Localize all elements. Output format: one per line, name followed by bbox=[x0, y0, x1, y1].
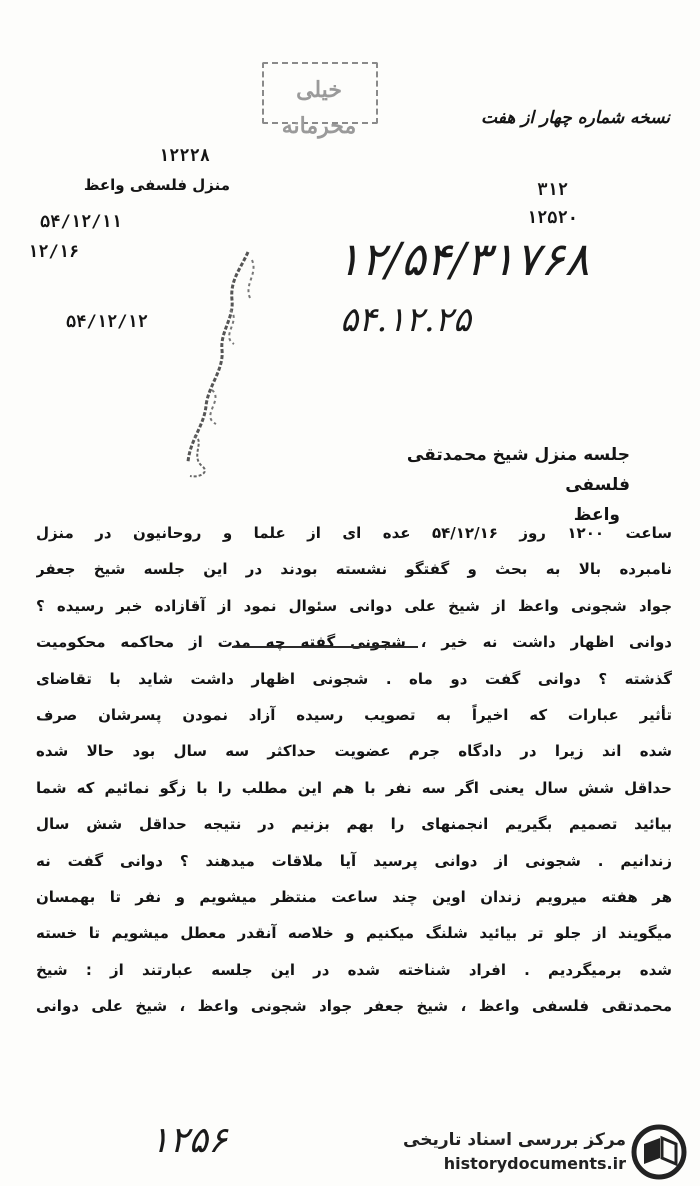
body-line: تأثیر عبارات که اخیراً به تصویب رسیده آزاد نمودن پسرشان صرف bbox=[36, 705, 672, 724]
report-title-line-2: واعظ bbox=[573, 505, 620, 525]
body-line: جواد شجونی واعظ از شیخ علی دوانی سئوال نمود از آقازاده خبر رسیده ؟ bbox=[36, 596, 672, 615]
body-line: زندانیم . شجونی از دوانی پرسید آیا ملاقات میدهند ؟ دوانی گفت نه bbox=[36, 851, 672, 870]
handwritten-page-number: ۱۲۵۶ bbox=[150, 1120, 228, 1161]
body-line: شده برمیگردیم . افراد شناخته شده در این جلسه عبارتند از : شیخ bbox=[36, 960, 672, 979]
classification-stamp-text: خیلی محرمانه bbox=[281, 77, 357, 139]
body-line: هر هفته میرویم زندان اوین چند ساعت منتظر میشویم و نفر تا بهمسان bbox=[36, 887, 672, 906]
report-body bbox=[36, 515, 672, 1024]
body-line: محمدتقی فلسفی واعظ ، شیخ جعفر جواد شجونی واعظ ، شیخ علی دوانی bbox=[36, 997, 672, 1016]
date-line-3: ۵۴/۱۲/۱۲ bbox=[66, 312, 148, 332]
date-line-2: ۱۲/۱۶ bbox=[28, 242, 80, 262]
body-line: دوانی اظهار داشت نه خیر ، شجونی گفته چه مدت از محاکمه محکومیت bbox=[36, 633, 672, 652]
report-title-line-1: جلسه منزل شیخ محمدتقی فلسفی bbox=[406, 445, 630, 495]
body-line: میگویند از جلو تر بیائید شلنگ میکنیم و خلاصه آنقدر معطل میشویم تا خسته bbox=[36, 924, 672, 943]
date-line-1: ۵۴/۱۲/۱۱ bbox=[40, 212, 122, 232]
watermark-archive-name: مرکز بررسی اسناد تاریخی bbox=[403, 1130, 626, 1150]
code-number-2: ۱۲۵۲۰ bbox=[526, 208, 578, 228]
body-line: گذشته ؟ دوانی گفت دو ماه . شجونی اظهار داشت شاید با تقاضای bbox=[36, 669, 672, 688]
body-line: نامبرده بالا به بحث و گفتگو نشسته بودند در این جلسه شیخ جعفر bbox=[36, 560, 672, 579]
handwritten-underline bbox=[232, 646, 418, 648]
body-line: حداقل شش سال یعنی اگر سه نفر با هم این مطلب را با زگو نمائیم که شما bbox=[36, 778, 672, 797]
body-line: ساعت ۱۲۰۰ روز ۵۴/۱۲/۱۶ عده ای از علما و روحانیون در منزل bbox=[36, 524, 672, 542]
archive-logo-icon bbox=[630, 1124, 688, 1180]
copy-number-note: نسخه شماره چهار از هفت bbox=[481, 108, 670, 128]
body-line: بیائید تصمیم بگیریم انجمنهای را بهم بزنیم در نتیجه حداقل شش سال bbox=[36, 815, 672, 834]
handwritten-registration-number: ۱۲/۵۴/۳۱۷۶۸ bbox=[336, 232, 590, 286]
handwritten-registration-date: ۵۴.۱۲.۲۵ bbox=[340, 300, 472, 340]
reference-number: ۱۲۲۲۸ bbox=[158, 146, 210, 166]
code-number-1: ۳۱۲ bbox=[537, 180, 568, 200]
watermark-url[interactable]: historydocuments.ir bbox=[443, 1154, 626, 1173]
subject-heading: منزل فلسفی واعظ bbox=[83, 176, 230, 194]
body-line: شده اند زیرا در دادگاه جرم عضویت حداکثر سه سال بود حالا شده bbox=[36, 742, 672, 761]
handwritten-signature-scribble bbox=[160, 240, 270, 480]
